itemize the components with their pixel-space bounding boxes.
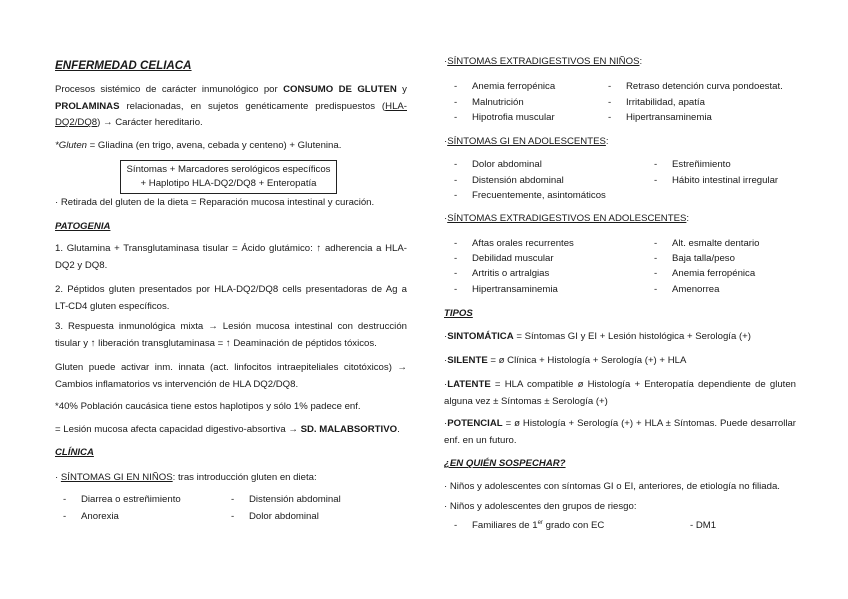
intro-paragraph: Procesos sistémico de carácter inmunológico por CONSUMO DE GLUTEN y PROLAMINAS relacionadas, en sujetos genéticamente predispuestos (HLA-DQ2/DQ8) → Carácter hereditario. bbox=[55, 84, 407, 129]
list-item: - Baja talla/peso bbox=[654, 253, 735, 264]
list-item: - Hipertransaminemia bbox=[608, 112, 712, 123]
gluten-definition: *Gluten = Gliadina (en trigo, avena, cebada y centeno) + Glutenina. bbox=[55, 140, 342, 151]
tipo-latente: ·LATENTE = HLA compatible ø Histología + Enteropatía dependiente de gluten alguna vez ± Síntomas ± Serología (+) bbox=[444, 379, 796, 407]
list-item: - Malnutrición bbox=[454, 97, 524, 108]
list-item: - Dolor abdominal bbox=[231, 511, 319, 522]
list-item: - Hipotrofia muscular bbox=[454, 112, 555, 123]
list-item: - Estreñimiento bbox=[654, 159, 731, 170]
list-item: - Debilidad muscular bbox=[454, 253, 554, 264]
list-item: - Retraso detención curva pondoestat. bbox=[608, 81, 783, 92]
list-item: - Distensión abdominal bbox=[231, 494, 341, 505]
tipo-silente: ·SILENTE = ø Clínica + Histología + Serología (+) + HLA bbox=[444, 355, 687, 366]
diagnosis-box: Síntomas + Marcadores serológicos específicos + Haplotipo HLA-DQ2/DQ8 + Enteropatía bbox=[120, 160, 337, 194]
list-item: - DM1 bbox=[690, 520, 717, 531]
sospechar-line-1: · Niños y adolescentes con síntomas GI o EI, anteriores, de etiología no filiada. bbox=[444, 481, 780, 492]
list-item: - Dolor abdominal bbox=[454, 159, 542, 170]
list-item: - Anemia ferropénica bbox=[454, 81, 556, 92]
extradigestivos-adolescentes-heading: ·SÍNTOMAS EXTRADIGESTIVOS EN ADOLESCENTES: bbox=[444, 213, 690, 224]
tipo-sintomatica: ·SINTOMÁTICA = Síntomas GI y EI + Lesión histológica + Serología (+) bbox=[444, 331, 751, 342]
gi-adolescentes-heading: ·SÍNTOMAS GI EN ADOLESCENTES: bbox=[444, 136, 609, 147]
patogenia-point-1: 1. Glutamina + Transglutaminasa tisular = Ácido glutámico: ↑ adherencia a HLA-DQ2 y DQ8. bbox=[55, 243, 407, 271]
list-item: - Frecuentemente, asintomáticos bbox=[454, 190, 606, 201]
list-item: - Distensión abdominal bbox=[454, 175, 564, 186]
extradigestivos-ninos-heading: ·SÍNTOMAS EXTRADIGESTIVOS EN NIÑOS: bbox=[444, 56, 643, 67]
sospechar-line-2: · Niños y adolescentes den grupos de riesgo: bbox=[444, 501, 637, 512]
poblacion-note: *40% Población caucásica tiene estos haplotipos y sólo 1% padece enf. bbox=[55, 401, 361, 412]
gi-ninos-heading: · SÍNTOMAS GI EN NIÑOS: tras introducción gluten en dieta: bbox=[55, 472, 317, 483]
list-item: - Alt. esmalte dentario bbox=[654, 238, 760, 249]
list-item: - Artritis o artralgias bbox=[454, 268, 550, 279]
patogenia-heading: PATOGENIA bbox=[55, 221, 111, 232]
clinica-heading: CLÍNICA bbox=[55, 447, 94, 458]
document-title: ENFERMEDAD CELIACA bbox=[55, 59, 192, 72]
retirada-line: · Retirada del gluten de la dieta = Reparación mucosa intestinal y curación. bbox=[55, 197, 375, 208]
list-item: - Hipertransaminemia bbox=[454, 284, 558, 295]
list-item: - Familiares de 1er grado con EC bbox=[454, 519, 605, 531]
sospechar-heading: ¿EN QUIÉN SOSPECHAR? bbox=[444, 458, 566, 469]
malabsortivo-line: = Lesión mucosa afecta capacidad digestivo-absortiva → SD. MALABSORTIVO. bbox=[55, 424, 400, 435]
list-item: - Hábito intestinal irregular bbox=[654, 175, 779, 186]
list-item: - Anemia ferropénica bbox=[654, 268, 756, 279]
list-item: - Anorexia bbox=[63, 511, 119, 522]
list-item: - Irritabilidad, apatía bbox=[608, 97, 705, 108]
tipo-potencial: ·POTENCIAL = ø Histología + Serología (+) + HLA ± Síntomas. Puede desarrollar enf. en un futuro. bbox=[444, 418, 796, 446]
list-item: - Diarrea o estreñimiento bbox=[63, 494, 181, 505]
patogenia-point-3: 3. Respuesta inmunológica mixta → Lesión mucosa intestinal con destrucción tisular y ↑ liberación transglutaminasa = ↑ Deaminación de péptidos tóxicos. bbox=[55, 321, 407, 349]
list-item: - Aftas orales recurrentes bbox=[454, 238, 574, 249]
innata-paragraph: Gluten puede activar inm. innata (act. linfocitos intraepiteliales citotóxicos) → Cambios inflamatorios vs intervención de HLA DQ2/DQ8. bbox=[55, 362, 407, 390]
tipos-heading: TIPOS bbox=[444, 308, 473, 319]
patogenia-point-2: 2. Péptidos gluten presentados por HLA-DQ2/DQ8 cells presentadoras de Ag a LT-CD4 gluten específicos. bbox=[55, 284, 407, 312]
list-item: - Amenorrea bbox=[654, 284, 720, 295]
